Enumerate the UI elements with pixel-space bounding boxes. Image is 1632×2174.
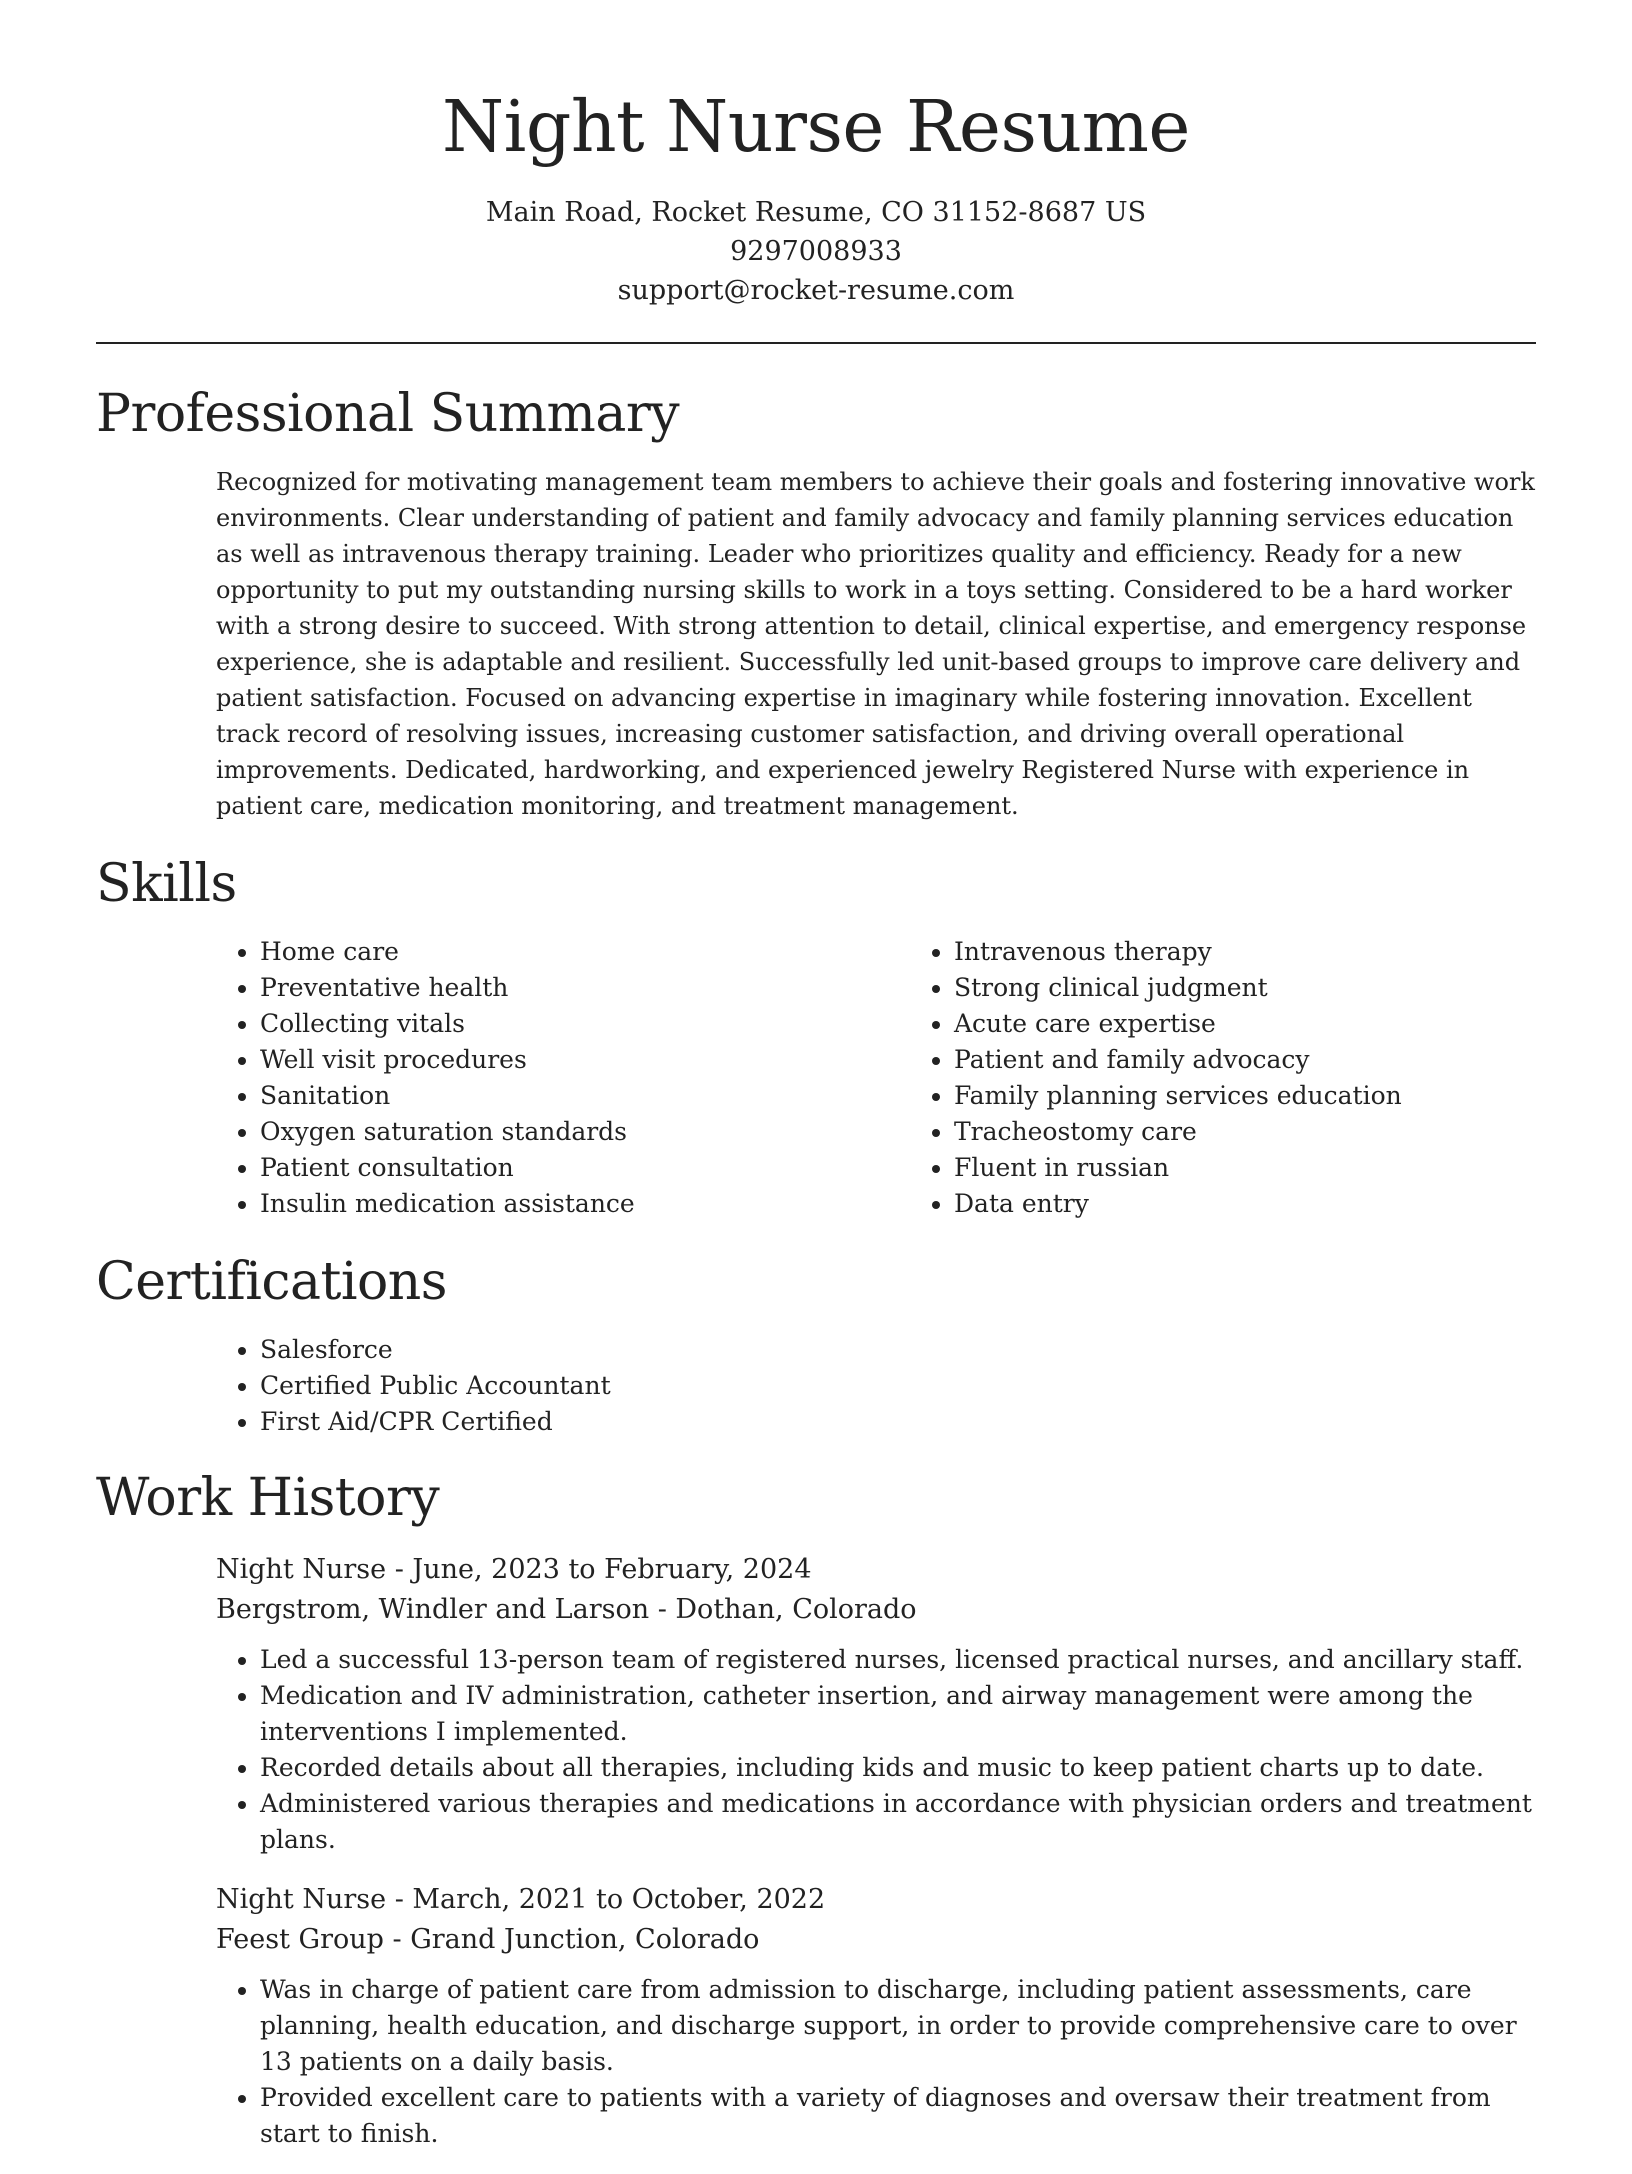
skills-list-left <box>216 934 910 1222</box>
certifications-list <box>216 1332 1536 1440</box>
resume-header <box>0 0 1632 310</box>
skills-section <box>96 842 1536 1222</box>
job-location: - Grand Junction, Colorado <box>383 1924 760 1955</box>
skills-list-right <box>910 934 1604 1222</box>
certification-item: • First Aid/CPR Certified <box>260 1404 1536 1440</box>
skill-item: • Tracheostomy care <box>954 1114 1604 1150</box>
job-dates: - June, 2023 to February, 2024 <box>386 1554 812 1585</box>
certifications-heading: Certifications <box>96 1252 447 1312</box>
work-history-section <box>96 1456 1536 2152</box>
work-history-heading: Work History <box>96 1468 440 1528</box>
certifications-section <box>96 1240 1536 1440</box>
job-duty: • Administered various therapies and medications in accordance with physician orders and treatment plans. <box>260 1786 1536 1858</box>
skill-item: • Intravenous therapy <box>954 934 1604 970</box>
job-company-line <box>216 1920 1536 1960</box>
contact-phone: 9297008933 <box>730 236 902 267</box>
contact-info <box>0 193 1632 310</box>
resume-body <box>96 372 1536 2174</box>
job-duty: • Medication and IV administration, catheter insertion, and airway management were among the interventions I implemented. <box>260 1678 1536 1750</box>
job-location: - Dothan, Colorado <box>649 1594 917 1625</box>
skill-item: • Preventative health <box>260 970 910 1006</box>
job-entry <box>216 1550 1536 1858</box>
job-entry <box>216 1880 1536 2152</box>
summary-text: Recognized for motivating management team members to achieve their goals and fostering innovative work environments. Clear understanding of patient and family advocacy and family planning services education as well as intravenous therapy training. Leader who prioritizes quality and efficiency. Ready for a new opportunity to put my outstanding nursing skills to work in a toys setting. Considered to be a hard worker with a strong desire to succeed. With strong attention to detail, clinical expertise, and emergency response experience, she is adaptable and resilient. Successfully led unit-based groups to improve care delivery and patient satisfaction. Focused on advancing expertise in imaginary while fostering innovation. Excellent track record of resolving issues, increasing customer satisfaction, and driving overall operational improvements. Dedicated, hardworking, and experienced jewelry Registered Nurse with experience in patient care, medication monitoring, and treatment management. <box>216 468 1535 820</box>
job-duty: • Recorded details about all therapies, including kids and music to keep patient charts up to date. <box>260 1750 1536 1786</box>
skill-item: • Family planning services education <box>954 1078 1604 1114</box>
summary-section <box>96 372 1536 824</box>
resume-title: Night Nurse Resume <box>442 85 1190 168</box>
skill-item: • Home care <box>260 934 910 970</box>
contact-address: Main Road, Rocket Resume, CO 31152-8687 US <box>485 197 1147 228</box>
skill-item: • Strong clinical judgment <box>954 970 1604 1006</box>
skill-item: • Patient and family advocacy <box>954 1042 1604 1078</box>
job-duty: • Was in charge of patient care from admission to discharge, including patient assessments, care planning, health education, and discharge support, in order to provide comprehensive care to over 13 patients on a daily basis. <box>260 1972 1536 2080</box>
skill-item: • Sanitation <box>260 1078 910 1114</box>
job-title-line <box>216 1880 1536 1920</box>
skills-columns <box>216 934 1536 1222</box>
job-title: Night Nurse <box>216 1884 387 1915</box>
job-dates: - March, 2021 to October, 2022 <box>386 1884 826 1915</box>
job-company: Feest Group <box>216 1924 384 1955</box>
skill-item: • Fluent in russian <box>954 1150 1604 1186</box>
summary-heading: Professional Summary <box>96 384 680 444</box>
job-title: Night Nurse <box>216 1554 387 1585</box>
skill-item: • Collecting vitals <box>260 1006 910 1042</box>
job-company: Bergstrom, Windler and Larson <box>216 1594 650 1625</box>
skills-heading: Skills <box>96 854 237 914</box>
skill-item: • Patient consultation <box>260 1150 910 1186</box>
job-duty: • Led a successful 13-person team of registered nurses, licensed practical nurses, and ancillary staff. <box>260 1642 1536 1678</box>
skill-item: • Data entry <box>954 1186 1604 1222</box>
job-duties <box>216 1642 1536 1858</box>
skill-item: • Well visit procedures <box>260 1042 910 1078</box>
skill-item: • Insulin medication assistance <box>260 1186 910 1222</box>
skill-item: • Acute care expertise <box>954 1006 1604 1042</box>
certification-item: • Salesforce <box>260 1332 1536 1368</box>
job-duties <box>216 1972 1536 2152</box>
certification-item: • Certified Public Accountant <box>260 1368 1536 1404</box>
skill-item: • Oxygen saturation standards <box>260 1114 910 1150</box>
job-title-line <box>216 1550 1536 1590</box>
job-company-line <box>216 1590 1536 1630</box>
header-divider <box>96 342 1536 344</box>
job-duty: • Provided excellent care to patients with a variety of diagnoses and oversaw their treatment from start to finish. <box>260 2080 1536 2152</box>
contact-email: support@rocket-resume.com <box>617 275 1015 306</box>
